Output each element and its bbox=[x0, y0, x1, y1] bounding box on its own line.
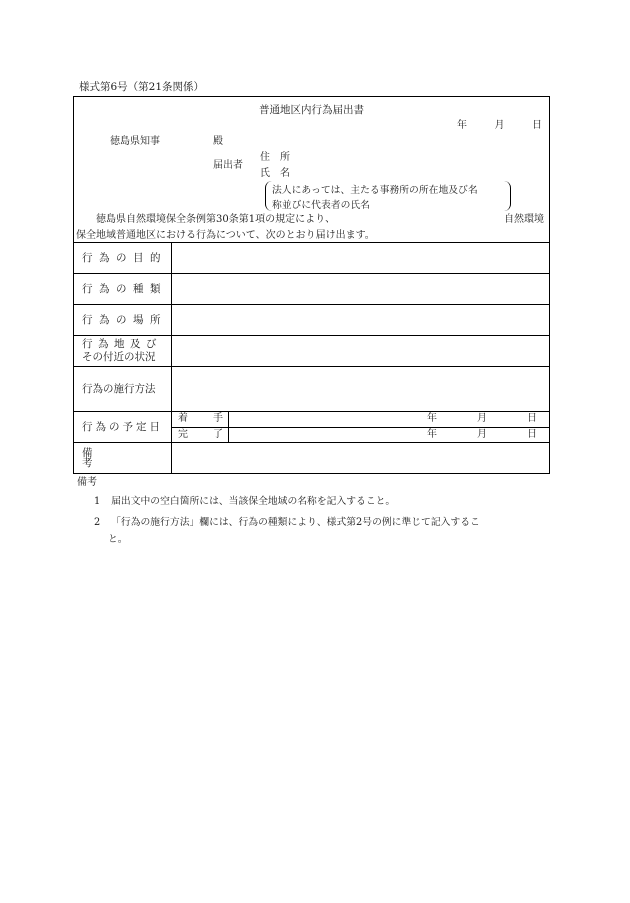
row-label-purpose: 行為の目的 bbox=[74, 243, 172, 273]
start-month: 月 bbox=[477, 413, 487, 424]
notice-term: 自然環境 bbox=[504, 214, 544, 225]
notice-line1: 徳島県自然環境保全条例第30条第1項の規定により、 bbox=[96, 214, 336, 225]
corporate-note bbox=[265, 181, 511, 211]
remark-2-number: 2 bbox=[94, 517, 101, 528]
remark-item-2-continued: と。 bbox=[108, 534, 128, 545]
row-remarks bbox=[74, 442, 549, 473]
site-label-line1: 行為地及び bbox=[82, 338, 162, 350]
end-month: 月 bbox=[477, 429, 487, 440]
remark-1-number: 1 bbox=[94, 496, 101, 507]
remarks-heading: 備考 bbox=[77, 477, 97, 488]
schedule-end-label bbox=[172, 428, 229, 443]
honorific: 殿 bbox=[213, 136, 223, 147]
date-day: 日 bbox=[532, 120, 542, 131]
start-char-1: 着 bbox=[178, 413, 188, 424]
start-year: 年 bbox=[427, 413, 437, 424]
site-label-line2: その付近の状況 bbox=[82, 351, 156, 363]
row-label-remarks: 備 考 bbox=[74, 443, 172, 473]
remark-item-2 bbox=[94, 518, 480, 528]
end-day: 日 bbox=[527, 429, 537, 440]
row-type bbox=[74, 273, 549, 304]
schedule-start bbox=[172, 412, 549, 427]
remark-item-1 bbox=[94, 497, 395, 507]
start-day: 日 bbox=[527, 413, 537, 424]
date-year: 年 bbox=[457, 120, 467, 131]
row-label-type: 行為の種類 bbox=[74, 274, 172, 304]
schedule-end-date bbox=[427, 430, 537, 440]
start-char-2: 手 bbox=[213, 413, 223, 424]
end-year: 年 bbox=[427, 429, 437, 440]
row-site-conditions bbox=[74, 335, 549, 366]
notice-line2: 保全地域普通地区における行為について、次のとおり届け出ます。 bbox=[76, 230, 375, 241]
schedule-start-date bbox=[427, 414, 537, 424]
row-schedule bbox=[74, 411, 549, 442]
name-label: 氏 名 bbox=[260, 168, 290, 179]
corporate-note-line1: 法人にあっては、主たる事務所の所在地及び名 bbox=[272, 185, 478, 196]
row-place bbox=[74, 304, 549, 335]
addressee: 徳島県知事 bbox=[110, 136, 160, 147]
notification-form bbox=[73, 96, 550, 474]
form-title: 普通地区内行為届出書 bbox=[259, 104, 364, 116]
applicant-label: 届出者 bbox=[213, 160, 243, 171]
date-month: 月 bbox=[494, 120, 505, 131]
end-char-2: 了 bbox=[213, 429, 223, 440]
submission-date bbox=[457, 121, 542, 131]
row-label-site-conditions bbox=[74, 336, 172, 366]
schedule-start-label bbox=[172, 412, 229, 427]
address-label: 住 所 bbox=[260, 152, 290, 163]
row-label-method: 行為の施行方法 bbox=[74, 367, 172, 411]
remark-2-text: 「行為の施行方法」欄には、行為の種類により、様式第2号の例に準じて記入するこ bbox=[111, 517, 480, 528]
schedule-end bbox=[172, 427, 549, 443]
end-char-1: 完 bbox=[178, 429, 188, 440]
corporate-note-line2: 称並びに代表者の氏名 bbox=[272, 200, 370, 211]
row-label-place: 行為の場所 bbox=[74, 305, 172, 335]
row-method bbox=[74, 366, 549, 411]
row-purpose bbox=[74, 242, 549, 273]
remark-1-text: 届出文中の空白箇所には、当該保全地域の名称を記入すること。 bbox=[111, 496, 396, 507]
form-number: 様式第6号（第21条関係） bbox=[79, 81, 205, 93]
row-label-schedule: 行為の予定日 bbox=[74, 412, 172, 442]
